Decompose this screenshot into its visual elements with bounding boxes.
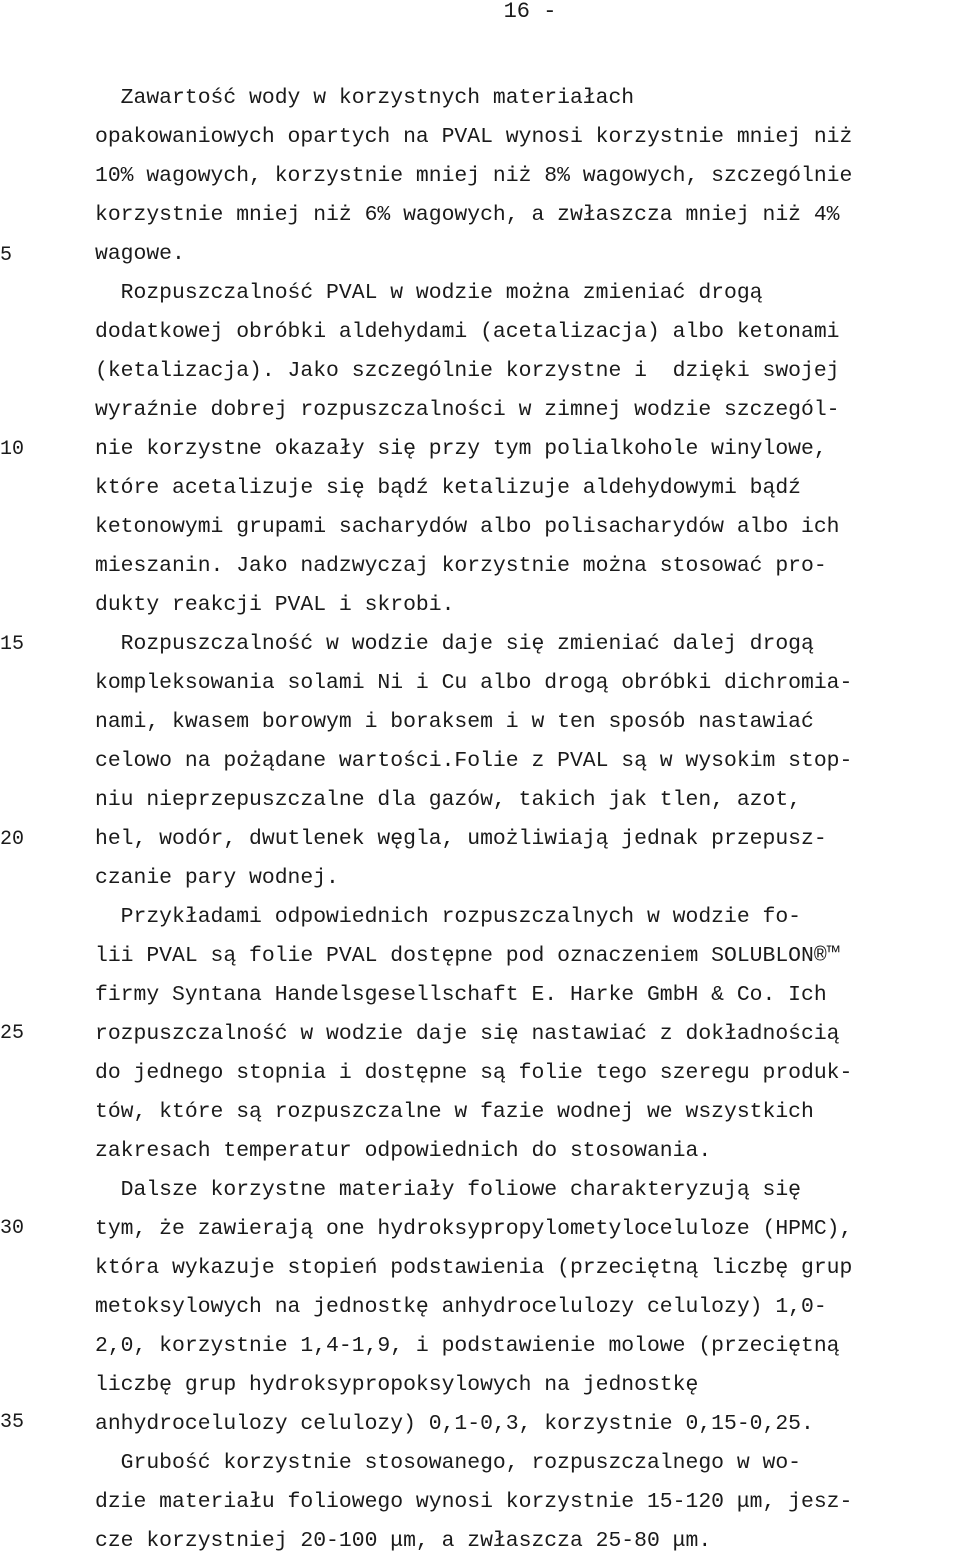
text-line: dukty reakcji PVAL i skrobi. — [95, 593, 455, 617]
text-line: wagowe. — [95, 242, 185, 266]
text-line: która wykazuje stopień podstawienia (przeciętną liczbę grup — [95, 1256, 853, 1280]
text-line: Dalsze korzystne materiały foliowe charakteryzują się — [95, 1178, 802, 1202]
text-line: czanie pary wodnej. — [95, 866, 339, 890]
text-line: Przykładami odpowiednich rozpuszczalnych w wodzie fo- — [95, 905, 802, 929]
text-line: wyraźnie dobrej rozpuszczalności w zimnej wodzie szczegól- — [95, 398, 840, 422]
text-line: Grubość korzystnie stosowanego, rozpuszczalnego w wo- — [95, 1451, 802, 1475]
line-number: 30 — [0, 1217, 25, 1240]
text-line: do jednego stopnia i dostępne są folie tego szeregu produk- — [95, 1061, 853, 1085]
text-line: które acetalizuje się bądź ketalizuje aldehydowymi bądź — [95, 476, 802, 500]
text-line: nami, kwasem borowym i boraksem i w ten sposób nastawiać — [95, 710, 814, 734]
text-line: rozpuszczalność w wodzie daje się nastawiać z dokładnością — [95, 1022, 840, 1046]
text-line: Rozpuszczalność w wodzie daje się zmieniać dalej drogą — [95, 632, 814, 656]
text-line: mieszanin. Jako nadzwyczaj korzystnie można stosować pro- — [95, 554, 827, 578]
line-number: 25 — [0, 1022, 25, 1045]
line-number: 20 — [0, 828, 25, 851]
text-line: Zawartość wody w korzystnych materiałach — [95, 86, 635, 110]
text-line: tym, że zawierają one hydroksypropylometyloceluloze (HPMC), — [95, 1217, 853, 1241]
text-line: cze korzystniej 20-100 μm, a zwłaszcza 25-80 μm. — [95, 1529, 712, 1553]
text-line: zakresach temperatur odpowiednich do stosowania. — [95, 1139, 712, 1163]
text-line: metoksylowych na jednostkę anhydrocelulozy celulozy) 1,0- — [95, 1295, 827, 1319]
line-number: 5 — [0, 244, 13, 267]
text-line: nie korzystne okazały się przy tym polialkohole winylowe, — [95, 437, 827, 461]
text-line: anhydrocelulozy celulozy) 0,1-0,3, korzystnie 0,15-0,25. — [95, 1412, 814, 1436]
text-line: niu nieprzepuszczalne dla gazów, takich jak tlen, azot, — [95, 788, 802, 812]
line-number: 15 — [0, 633, 25, 656]
page-number: 16 - — [503, 0, 557, 24]
text-line: dzie materiału foliowego wynosi korzystnie 15-120 μm, jesz- — [95, 1490, 853, 1514]
text-line: korzystnie mniej niż 6% wagowych, a zwłaszcza mniej niż 4% — [95, 203, 840, 227]
text-line: lii PVAL są folie PVAL dostępne pod oznaczeniem SOLUBLON®™ — [95, 944, 840, 968]
text-line: firmy Syntana Handelsgesellschaft E. Harke GmbH & Co. Ich — [95, 983, 827, 1007]
text-line: 2,0, korzystnie 1,4-1,9, i podstawienie molowe (przeciętną — [95, 1334, 840, 1358]
text-line: 10% wagowych, korzystnie mniej niż 8% wagowych, szczególnie — [95, 164, 853, 188]
line-number: 10 — [0, 438, 25, 461]
text-line: kompleksowania solami Ni i Cu albo drogą obróbki dichromia- — [95, 671, 853, 695]
text-line: ketonowymi grupami sacharydów albo polisacharydów albo ich — [95, 515, 840, 539]
text-line: dodatkowej obróbki aldehydami (acetalizacja) albo ketonami — [95, 320, 840, 344]
text-line: tów, które są rozpuszczalne w fazie wodnej we wszystkich — [95, 1100, 814, 1124]
text-line: liczbę grup hydroksypropoksylowych na jednostkę — [95, 1373, 699, 1397]
line-number: 35 — [0, 1411, 25, 1434]
text-line: Rozpuszczalność PVAL w wodzie można zmieniać drogą — [95, 281, 763, 305]
text-line: celowo na pożądane wartości.Folie z PVAL są w wysokim stop- — [95, 749, 853, 773]
text-line: opakowaniowych opartych na PVAL wynosi korzystnie mniej niż — [95, 125, 853, 149]
text-line: (ketalizacja). Jako szczególnie korzystne i dzięki swojej — [95, 359, 840, 383]
text-line: hel, wodór, dwutlenek węgla, umożliwiają jednak przepusz- — [95, 827, 827, 851]
